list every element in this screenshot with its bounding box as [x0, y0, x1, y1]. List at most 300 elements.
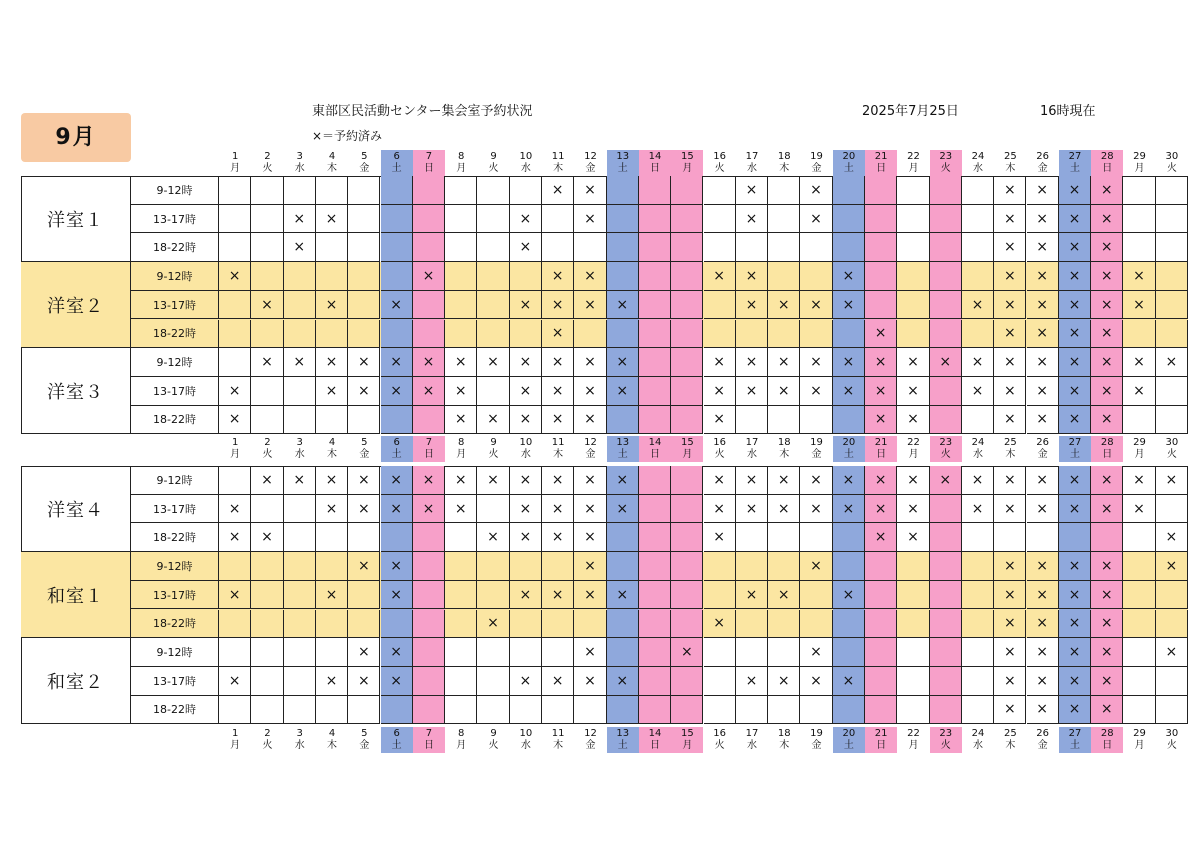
day-cell	[284, 495, 316, 524]
day-cell	[219, 610, 251, 639]
day-cell	[639, 552, 671, 581]
booked-cell: ×	[1059, 406, 1091, 435]
day-cell	[930, 610, 962, 639]
day-number: 14	[648, 151, 662, 162]
day-number: 8	[458, 151, 465, 162]
booked-cell: ×	[768, 667, 800, 696]
weekday-label: 火	[714, 449, 725, 460]
booked-cell: ×	[1059, 696, 1091, 725]
booked-cell: ×	[1027, 466, 1059, 495]
day-cell	[574, 320, 606, 349]
booked-cell: ×	[800, 176, 832, 205]
day-cell	[413, 205, 445, 234]
day-number: 6	[393, 728, 400, 739]
day-number: 16	[713, 728, 727, 739]
weekday-label: 日	[650, 449, 661, 460]
day-cell	[1156, 696, 1188, 725]
day-cell	[413, 667, 445, 696]
booked-cell: ×	[381, 638, 413, 667]
booked-cell: ×	[445, 377, 477, 406]
day-cell	[833, 406, 865, 435]
day-cell	[316, 176, 348, 205]
day-number: 17	[745, 728, 759, 739]
weekday-label: 木	[553, 449, 564, 460]
time-slot-label: 9-12時	[131, 176, 219, 205]
day-cell	[445, 205, 477, 234]
weekday-label: 月	[456, 449, 467, 460]
booked-cell: ×	[316, 495, 348, 524]
day-cell	[445, 291, 477, 320]
day-cell	[865, 176, 897, 205]
booked-cell: ×	[574, 205, 606, 234]
day-cell	[348, 610, 380, 639]
day-cell	[671, 348, 703, 377]
day-number: 20	[842, 728, 856, 739]
time-slot-label: 13-17時	[131, 495, 219, 524]
day-cell	[251, 377, 283, 406]
weekday-label: 日	[876, 449, 887, 460]
day-cell	[477, 581, 509, 610]
day-cell	[607, 552, 639, 581]
booked-cell: ×	[994, 667, 1026, 696]
day-cell	[962, 233, 994, 262]
weekday-label: 土	[1069, 740, 1080, 751]
day-cell	[381, 176, 413, 205]
day-cell	[251, 495, 283, 524]
booked-cell: ×	[768, 495, 800, 524]
day-cell	[607, 638, 639, 667]
day-number: 2	[264, 437, 271, 448]
booked-cell: ×	[736, 348, 768, 377]
day-cell	[284, 262, 316, 291]
day-cell	[639, 291, 671, 320]
weekday-label: 月	[456, 740, 467, 751]
day-cell	[639, 377, 671, 406]
time-slot-label: 13-17時	[131, 291, 219, 320]
booked-cell: ×	[381, 466, 413, 495]
day-number: 26	[1036, 437, 1050, 448]
day-cell	[897, 233, 929, 262]
day-cell	[962, 176, 994, 205]
day-cell	[671, 696, 703, 725]
booked-cell: ×	[1059, 291, 1091, 320]
booked-cell: ×	[574, 552, 606, 581]
booked-cell: ×	[607, 495, 639, 524]
day-cell	[1156, 377, 1188, 406]
booked-cell: ×	[316, 466, 348, 495]
day-cell	[445, 638, 477, 667]
weekday-label: 木	[779, 740, 790, 751]
day-number: 7	[425, 151, 433, 162]
day-cell	[477, 291, 509, 320]
weekday-label: 水	[973, 449, 984, 460]
day-cell	[639, 495, 671, 524]
day-cell	[316, 262, 348, 291]
booked-cell: ×	[510, 205, 542, 234]
day-number: 30	[1165, 728, 1179, 739]
day-cell	[1156, 262, 1188, 291]
day-cell	[671, 205, 703, 234]
day-cell	[542, 233, 574, 262]
booked-cell: ×	[510, 377, 542, 406]
day-number: 13	[616, 437, 630, 448]
booked-cell: ×	[1091, 377, 1123, 406]
day-cell	[704, 581, 736, 610]
day-number: 22	[907, 151, 920, 162]
weekday-label: 土	[1069, 163, 1080, 174]
booked-cell: ×	[800, 466, 832, 495]
booked-cell: ×	[736, 205, 768, 234]
day-cell	[833, 638, 865, 667]
booked-cell: ×	[316, 581, 348, 610]
day-number: 4	[328, 728, 336, 739]
booked-cell: ×	[1059, 176, 1091, 205]
booked-cell: ×	[994, 205, 1026, 234]
day-cell	[800, 696, 832, 725]
day-cell	[219, 233, 251, 262]
weekday-label: 土	[391, 740, 402, 751]
booked-cell: ×	[1059, 320, 1091, 349]
day-cell	[574, 233, 606, 262]
day-cell	[219, 205, 251, 234]
booked-cell: ×	[477, 466, 509, 495]
booked-cell: ×	[994, 291, 1026, 320]
day-number: 30	[1165, 437, 1179, 448]
booked-cell: ×	[381, 377, 413, 406]
day-cell	[316, 552, 348, 581]
day-cell	[348, 406, 380, 435]
booked-cell: ×	[865, 466, 897, 495]
day-cell	[639, 176, 671, 205]
time-slot-label: 9-12時	[131, 638, 219, 667]
day-cell	[510, 176, 542, 205]
day-cell	[251, 176, 283, 205]
day-number: 21	[874, 728, 888, 739]
booked-cell: ×	[1059, 610, 1091, 639]
booked-cell: ×	[381, 291, 413, 320]
day-cell	[1123, 406, 1155, 435]
day-cell	[348, 205, 380, 234]
weekday-label: 金	[811, 449, 822, 460]
day-number: 21	[874, 151, 888, 162]
day-number: 3	[296, 728, 303, 739]
booked-cell: ×	[413, 262, 445, 291]
day-number: 28	[1100, 437, 1114, 448]
weekday-label: 金	[1037, 740, 1048, 751]
day-cell	[219, 291, 251, 320]
day-cell	[671, 262, 703, 291]
day-cell	[413, 552, 445, 581]
day-cell	[607, 696, 639, 725]
day-cell	[510, 638, 542, 667]
day-cell	[639, 523, 671, 552]
booked-cell: ×	[736, 262, 768, 291]
day-number: 4	[328, 151, 336, 162]
day-cell	[897, 176, 929, 205]
booked-cell: ×	[219, 262, 251, 291]
day-cell	[381, 523, 413, 552]
booked-cell: ×	[348, 552, 380, 581]
day-number: 2	[264, 151, 271, 162]
day-cell	[1059, 523, 1091, 552]
day-cell	[284, 176, 316, 205]
day-number: 11	[551, 151, 565, 162]
room-name: 洋室４	[21, 466, 131, 552]
day-cell	[704, 233, 736, 262]
time-slot-label: 18-22時	[131, 696, 219, 725]
booked-cell: ×	[284, 348, 316, 377]
booked-cell: ×	[542, 406, 574, 435]
booked-cell: ×	[994, 495, 1026, 524]
booked-cell: ×	[510, 406, 542, 435]
day-cell	[736, 638, 768, 667]
booked-cell: ×	[381, 581, 413, 610]
day-cell	[251, 638, 283, 667]
booked-cell: ×	[833, 495, 865, 524]
day-number: 18	[777, 151, 791, 162]
booked-cell: ×	[994, 638, 1026, 667]
booked-cell: ×	[897, 406, 929, 435]
weekday-label: 火	[940, 163, 951, 174]
booked-cell: ×	[413, 377, 445, 406]
booked-cell: ×	[800, 495, 832, 524]
booked-cell: ×	[1027, 176, 1059, 205]
booked-cell: ×	[1027, 348, 1059, 377]
booked-cell: ×	[930, 348, 962, 377]
weekday-label: 木	[553, 740, 564, 751]
day-number: 10	[519, 728, 533, 739]
day-cell	[962, 406, 994, 435]
day-cell	[1156, 233, 1188, 262]
day-cell	[833, 205, 865, 234]
day-cell	[445, 233, 477, 262]
day-number: 10	[519, 151, 533, 162]
day-cell	[445, 610, 477, 639]
day-cell	[542, 610, 574, 639]
day-cell	[865, 581, 897, 610]
day-cell	[962, 205, 994, 234]
booked-cell: ×	[1059, 581, 1091, 610]
booked-cell: ×	[348, 638, 380, 667]
day-cell	[1123, 523, 1155, 552]
day-cell	[1156, 406, 1188, 435]
day-cell	[897, 667, 929, 696]
day-number: 11	[551, 728, 565, 739]
booked-cell: ×	[284, 233, 316, 262]
weekday-label: 木	[1005, 740, 1016, 751]
day-cell	[930, 262, 962, 291]
day-cell	[930, 495, 962, 524]
day-number: 22	[907, 437, 920, 448]
day-cell	[607, 610, 639, 639]
booked-cell: ×	[994, 348, 1026, 377]
day-cell	[704, 552, 736, 581]
day-cell	[704, 696, 736, 725]
weekday-label: 火	[714, 740, 725, 751]
booked-cell: ×	[1091, 176, 1123, 205]
weekday-label: 土	[843, 449, 854, 460]
booked-cell: ×	[865, 523, 897, 552]
booked-cell: ×	[316, 348, 348, 377]
booked-cell: ×	[994, 320, 1026, 349]
weekday-label: 月	[230, 449, 241, 460]
booked-cell: ×	[348, 348, 380, 377]
day-cell	[704, 176, 736, 205]
day-cell	[865, 610, 897, 639]
booked-cell: ×	[833, 581, 865, 610]
booked-cell: ×	[542, 377, 574, 406]
weekday-label: 土	[391, 449, 402, 460]
day-cell	[477, 638, 509, 667]
booked-cell: ×	[381, 348, 413, 377]
day-cell	[962, 523, 994, 552]
day-cell	[671, 552, 703, 581]
booked-cell: ×	[1091, 205, 1123, 234]
day-cell	[284, 320, 316, 349]
booked-cell: ×	[1123, 377, 1155, 406]
booked-cell: ×	[897, 377, 929, 406]
booked-cell: ×	[1027, 291, 1059, 320]
day-cell	[574, 696, 606, 725]
day-cell	[251, 320, 283, 349]
weekday-label: 月	[230, 740, 241, 751]
day-cell	[445, 552, 477, 581]
weekday-label: 金	[359, 449, 370, 460]
day-cell	[477, 552, 509, 581]
booked-cell: ×	[833, 291, 865, 320]
day-cell	[445, 262, 477, 291]
day-number: 9	[490, 151, 497, 162]
day-cell	[930, 377, 962, 406]
day-number: 23	[939, 151, 953, 162]
booked-cell: ×	[800, 205, 832, 234]
weekday-label: 月	[908, 449, 919, 460]
booked-cell: ×	[1091, 552, 1123, 581]
day-cell	[413, 696, 445, 725]
booked-cell: ×	[768, 291, 800, 320]
booked-cell: ×	[994, 176, 1026, 205]
day-cell	[865, 638, 897, 667]
weekday-label: 金	[811, 740, 822, 751]
day-cell	[219, 320, 251, 349]
day-cell	[671, 233, 703, 262]
booked-cell: ×	[897, 466, 929, 495]
weekday-label: 月	[456, 163, 467, 174]
booked-cell: ×	[251, 523, 283, 552]
day-cell	[865, 667, 897, 696]
day-cell	[284, 377, 316, 406]
time-slot-label: 18-22時	[131, 233, 219, 262]
booked-cell: ×	[413, 348, 445, 377]
day-cell	[1091, 523, 1123, 552]
day-cell	[800, 581, 832, 610]
day-cell	[897, 262, 929, 291]
booked-cell: ×	[1123, 348, 1155, 377]
booked-cell: ×	[704, 377, 736, 406]
booked-cell: ×	[897, 523, 929, 552]
weekday-label: 木	[327, 740, 338, 751]
day-cell	[930, 523, 962, 552]
weekday-label: 水	[294, 449, 305, 460]
day-cell	[639, 205, 671, 234]
booked-cell: ×	[1059, 495, 1091, 524]
booked-cell: ×	[1059, 377, 1091, 406]
booked-cell: ×	[574, 581, 606, 610]
booked-cell: ×	[768, 348, 800, 377]
day-cell	[768, 176, 800, 205]
weekday-label: 火	[714, 163, 725, 174]
day-cell	[316, 233, 348, 262]
day-number: 15	[680, 151, 694, 162]
day-cell	[413, 610, 445, 639]
day-cell	[639, 696, 671, 725]
day-cell	[1123, 176, 1155, 205]
day-number: 12	[584, 151, 597, 162]
day-cell	[251, 262, 283, 291]
legend: ×＝予約済み	[312, 129, 383, 143]
booked-cell: ×	[833, 466, 865, 495]
weekday-label: 金	[585, 449, 596, 460]
day-cell	[316, 406, 348, 435]
day-cell	[445, 320, 477, 349]
day-cell	[671, 495, 703, 524]
time-slot-label: 9-12時	[131, 262, 219, 291]
day-cell	[1156, 205, 1188, 234]
weekday-label: 金	[585, 163, 596, 174]
day-cell	[477, 262, 509, 291]
day-number: 17	[745, 437, 759, 448]
day-number: 15	[680, 728, 694, 739]
day-number: 16	[713, 437, 727, 448]
booked-cell: ×	[736, 581, 768, 610]
day-cell	[1156, 320, 1188, 349]
booked-cell: ×	[962, 291, 994, 320]
weekday-label: 水	[294, 163, 305, 174]
day-cell	[962, 581, 994, 610]
weekday-label: 月	[908, 740, 919, 751]
day-cell	[930, 696, 962, 725]
day-number: 23	[939, 728, 953, 739]
day-cell	[413, 233, 445, 262]
booked-cell: ×	[574, 348, 606, 377]
day-cell	[639, 638, 671, 667]
day-number: 24	[971, 151, 985, 162]
day-number: 11	[551, 437, 565, 448]
day-cell	[962, 320, 994, 349]
day-cell	[381, 233, 413, 262]
day-number: 13	[616, 151, 630, 162]
day-cell	[962, 262, 994, 291]
day-cell	[671, 291, 703, 320]
booked-cell: ×	[348, 667, 380, 696]
booked-cell: ×	[381, 667, 413, 696]
day-cell	[736, 696, 768, 725]
day-cell	[316, 610, 348, 639]
weekday-label: 火	[488, 449, 499, 460]
day-number: 21	[874, 437, 888, 448]
booked-cell: ×	[607, 581, 639, 610]
time-slot-label: 18-22時	[131, 610, 219, 639]
day-cell	[251, 667, 283, 696]
weekday-label: 水	[746, 449, 757, 460]
booked-cell: ×	[1123, 495, 1155, 524]
booked-cell: ×	[994, 610, 1026, 639]
booked-cell: ×	[477, 406, 509, 435]
day-cell	[671, 320, 703, 349]
weekday-label: 木	[779, 449, 790, 460]
weekday-label: 木	[1005, 163, 1016, 174]
booked-cell: ×	[445, 495, 477, 524]
